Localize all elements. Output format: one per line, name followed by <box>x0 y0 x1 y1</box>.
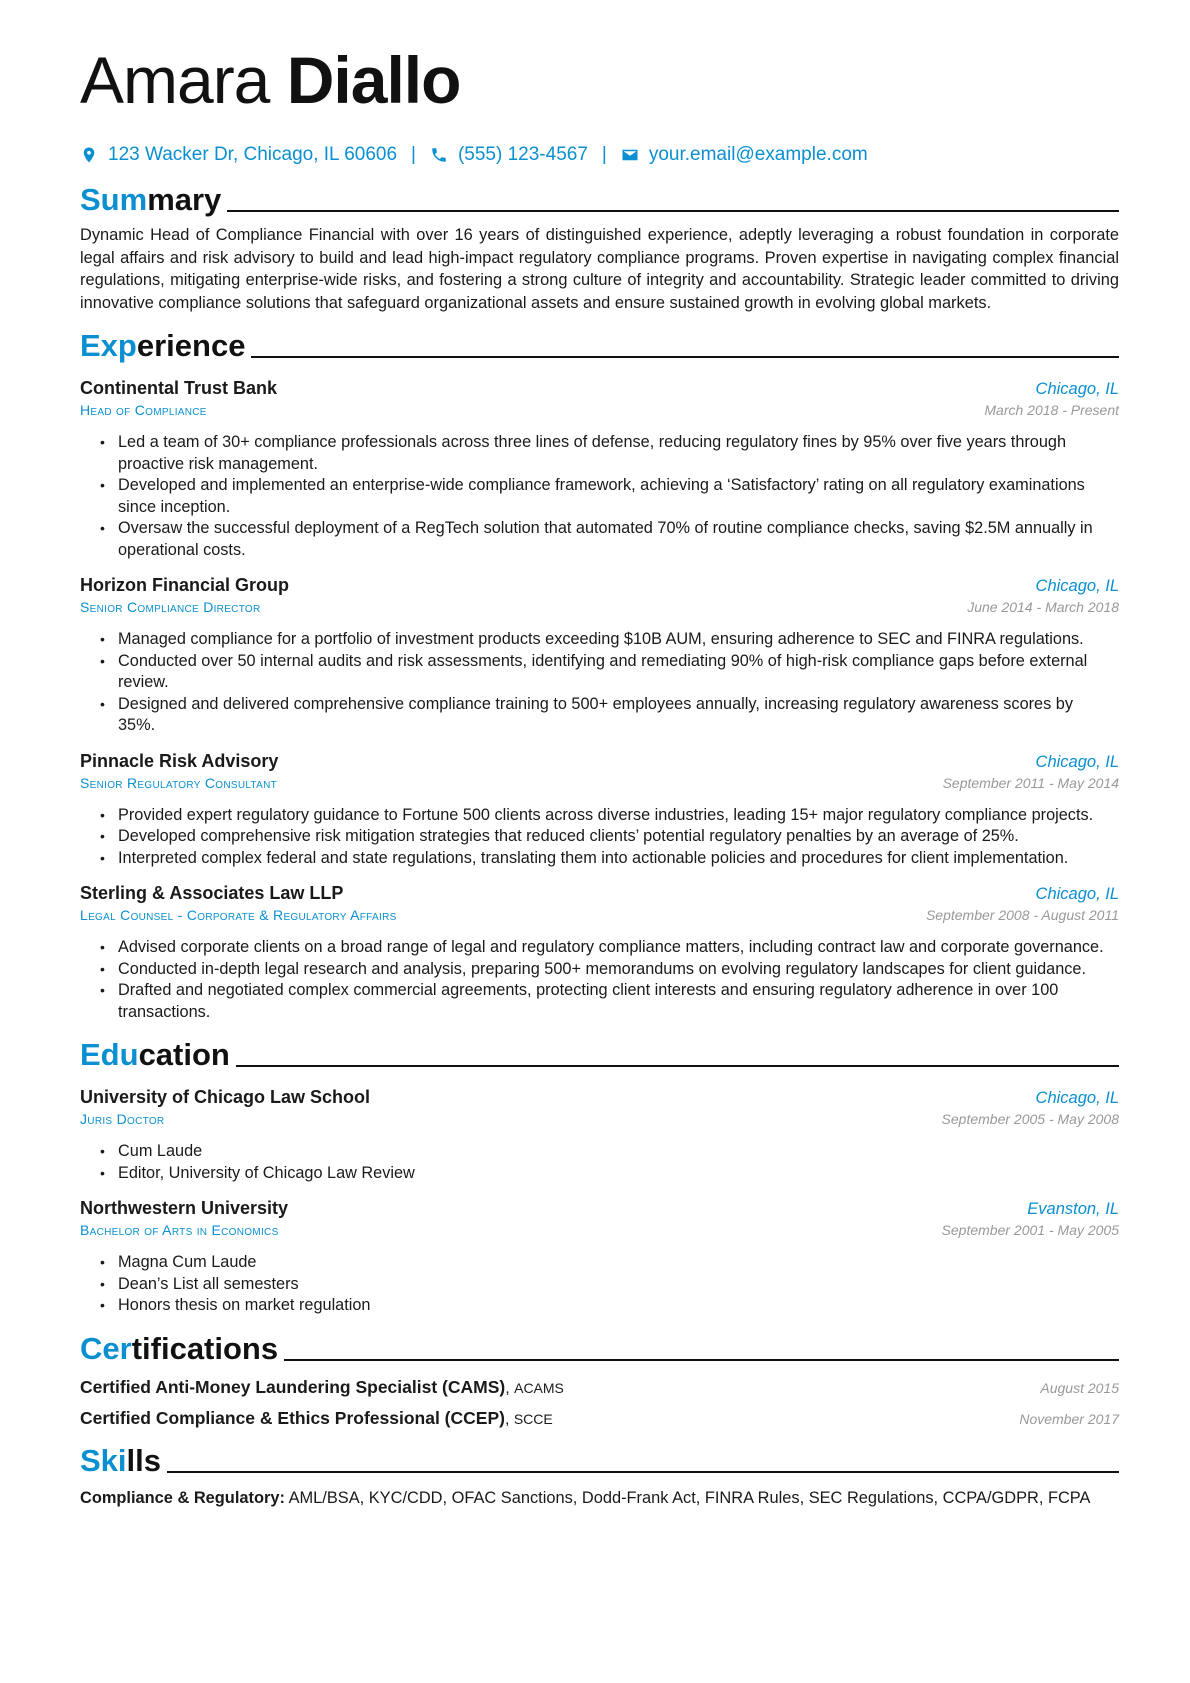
certification-item: Certified Anti-Money Laundering Specialist (CAMS), ACAMS August 2015 <box>80 1376 1119 1397</box>
title-rest: mary <box>147 182 222 217</box>
list-item: • Led a team of 30+ compliance professionals across three lines of defense, reducing regulatory fines by 95% over five years through proactive risk management. <box>118 432 1119 475</box>
section-rule <box>284 1359 1119 1361</box>
certification-name: Certified Compliance & Ethics Professional (CCEP) <box>80 1407 505 1428</box>
certification-issuer: SCCE <box>513 1410 553 1427</box>
certification-item: Certified Compliance & Ethics Professional (CCEP), SCCE November 2017 <box>80 1407 1119 1428</box>
employer-name: Continental Trust Bank <box>80 378 278 398</box>
job-location: Chicago, IL <box>1035 577 1119 595</box>
skills-list: AML/BSA, KYC/CDD, OFAC Sanctions, Dodd-Frank Act, FINRA Rules, SEC Regulations, CCPA/GDPR, FCPA <box>288 1488 1091 1507</box>
list-item: • Interpreted complex federal and state regulations, translating them into actionable policies and procedures for client implementation. <box>118 848 1119 870</box>
last-name: Diallo <box>286 43 461 117</box>
experience-entry <box>80 749 1119 870</box>
job-title: Head of Compliance <box>80 402 207 418</box>
candidate-name <box>80 40 1119 120</box>
certification-date: November 2017 <box>1019 1410 1119 1427</box>
list-item: • Magna Cum Laude <box>118 1252 1119 1274</box>
job-dates: September 2011 - May 2014 <box>942 774 1119 791</box>
address-text: 123 Wacker Dr, Chicago, IL 60606 <box>108 144 398 165</box>
first-name: Amara <box>80 43 270 117</box>
title-rest: erience <box>136 328 246 363</box>
title-rest: lls <box>126 1442 161 1478</box>
title-accent: Sum <box>80 182 148 217</box>
job-bullets <box>80 805 1119 870</box>
experience-entry <box>80 881 1119 1023</box>
list-item: • Cum Laude <box>118 1141 1119 1163</box>
list-item: • Developed and implemented an enterprise-wide compliance framework, achieving a ‘Satisfactory’ rating on all regulatory examinations since inception. <box>118 475 1119 518</box>
section-rule <box>236 1065 1119 1067</box>
school-name: University of Chicago Law School <box>80 1087 371 1107</box>
contact-separator: | <box>411 144 416 165</box>
section-title <box>80 1331 278 1367</box>
job-bullets <box>80 629 1119 737</box>
job-location: Chicago, IL <box>1035 752 1119 771</box>
job-dates: March 2018 - Present <box>984 402 1119 418</box>
study-dates: September 2005 - May 2008 <box>941 1111 1119 1127</box>
section-rule <box>167 1471 1119 1473</box>
employer-name: Pinnacle Risk Advisory <box>80 750 279 771</box>
list-item: • Designed and delivered comprehensive compliance training to 500+ employees annually, increasing regulatory awareness scores by 35%. <box>118 694 1119 737</box>
list-item: • Dean’s List all semesters <box>118 1274 1119 1296</box>
phone-text: (555) 123-4567 <box>457 144 588 165</box>
skills-line <box>80 1489 1119 1508</box>
job-bullets <box>80 937 1119 1023</box>
job-location: Chicago, IL <box>1035 885 1119 903</box>
degree: Juris Doctor <box>80 1111 165 1127</box>
title-rest: cation <box>138 1037 230 1072</box>
list-item: • Oversaw the successful deployment of a RegTech solution that automated 70% of routine compliance checks, saving $2.5M annually in operational costs. <box>118 518 1119 561</box>
title-rest: tifications <box>131 1330 279 1366</box>
title-accent: Ski <box>80 1442 127 1478</box>
education-bullets <box>80 1141 1119 1184</box>
contact-address <box>80 144 397 166</box>
summary-heading <box>80 178 1119 218</box>
list-item: • Conducted over 50 internal audits and risk assessments, identifying and remediating 90% of high-risk compliance gaps before external review. <box>118 651 1119 694</box>
experience-entry <box>80 376 1119 561</box>
certification-date: August 2015 <box>1040 1379 1119 1396</box>
summary-text: Dynamic Head of Compliance Financial with over 16 years of distinguished experience, adeptly leveraging a robust foundation in corporate legal affairs and risk advisory to build and lead high-impact regulatory compliance programs. Proven expertise in navigating complex financial regulations, mitigating enterprise-wide risks, and fostering a strong culture of integrity and accountability. Strategic leader committed to driving innovative compliance solutions that safeguard organizational assets and ensure sustained growth in evolving global markets. <box>80 226 1119 312</box>
certification-name: Certified Anti-Money Laundering Specialist (CAMS) <box>80 1376 506 1397</box>
certification-issuer: ACAMS <box>514 1379 564 1396</box>
section-title <box>80 1037 230 1073</box>
list-item: • Developed comprehensive risk mitigation strategies that reduced clients’ potential regulatory penalties by an average of 25%. <box>118 826 1119 848</box>
contact-separator: | <box>601 144 607 165</box>
list-item: • Drafted and negotiated complex commercial agreements, protecting client interests and ensuring regulatory adherence in over 100 transactions. <box>118 980 1119 1023</box>
contact-bar <box>80 142 1119 168</box>
list-item: • Conducted in-depth legal research and analysis, preparing 500+ memorandums on evolving regulatory landscapes for client guidance. <box>118 959 1119 981</box>
school-name: Northwestern University <box>80 1198 289 1218</box>
certifications-heading <box>80 1327 1119 1367</box>
experience-heading <box>80 324 1119 364</box>
section-title <box>80 1443 161 1479</box>
title-accent: Edu <box>80 1037 139 1072</box>
job-title: Legal Counsel - Corporate & Regulatory Affairs <box>80 907 397 923</box>
school-location: Chicago, IL <box>1035 1089 1119 1107</box>
skills-category: Compliance & Regulatory: <box>80 1488 285 1507</box>
section-rule <box>227 210 1119 212</box>
employer-name: Sterling & Associates Law LLP <box>80 883 344 903</box>
list-item: • Provided expert regulatory guidance to Fortune 500 clients across diverse industries, leading 15+ major regulatory compliance projects. <box>118 805 1119 827</box>
list-item: • Editor, University of Chicago Law Review <box>118 1163 1119 1185</box>
skills-heading <box>80 1439 1119 1479</box>
education-bullets <box>80 1252 1119 1317</box>
list-item: • Advised corporate clients on a broad range of legal and regulatory compliance matters, including contract law and corporate governance. <box>118 937 1119 959</box>
study-dates: September 2001 - May 2005 <box>941 1222 1119 1238</box>
section-title <box>80 182 221 218</box>
map-marker-icon <box>80 146 98 164</box>
contact-phone[interactable] <box>430 144 588 166</box>
title-accent: Exp <box>80 328 137 363</box>
envelope-icon <box>621 146 639 164</box>
section-title <box>80 328 245 364</box>
job-location: Chicago, IL <box>1035 380 1119 398</box>
job-title: Senior Regulatory Consultant <box>80 774 278 791</box>
education-heading <box>80 1033 1119 1073</box>
list-item: • Managed compliance for a portfolio of investment products exceeding $10B AUM, ensuring adherence to SEC and FINRA regulations. <box>118 629 1119 651</box>
job-dates: September 2008 - August 2011 <box>925 907 1119 923</box>
degree: Bachelor of Arts in Economics <box>80 1222 279 1238</box>
education-entry <box>80 1085 1119 1184</box>
job-dates: June 2014 - March 2018 <box>967 599 1119 615</box>
school-location: Evanston, IL <box>1027 1200 1119 1218</box>
phone-icon <box>430 146 448 164</box>
contact-email[interactable] <box>621 144 868 166</box>
experience-entry <box>80 573 1119 737</box>
title-accent: Cer <box>80 1330 132 1366</box>
section-rule <box>251 356 1119 358</box>
job-bullets <box>80 432 1119 561</box>
education-entry <box>80 1196 1119 1317</box>
employer-name: Horizon Financial Group <box>80 575 290 595</box>
list-item: • Honors thesis on market regulation <box>118 1295 1119 1317</box>
email-link[interactable]: your.email@example.com <box>648 144 868 165</box>
job-title: Senior Compliance Director <box>80 599 261 615</box>
